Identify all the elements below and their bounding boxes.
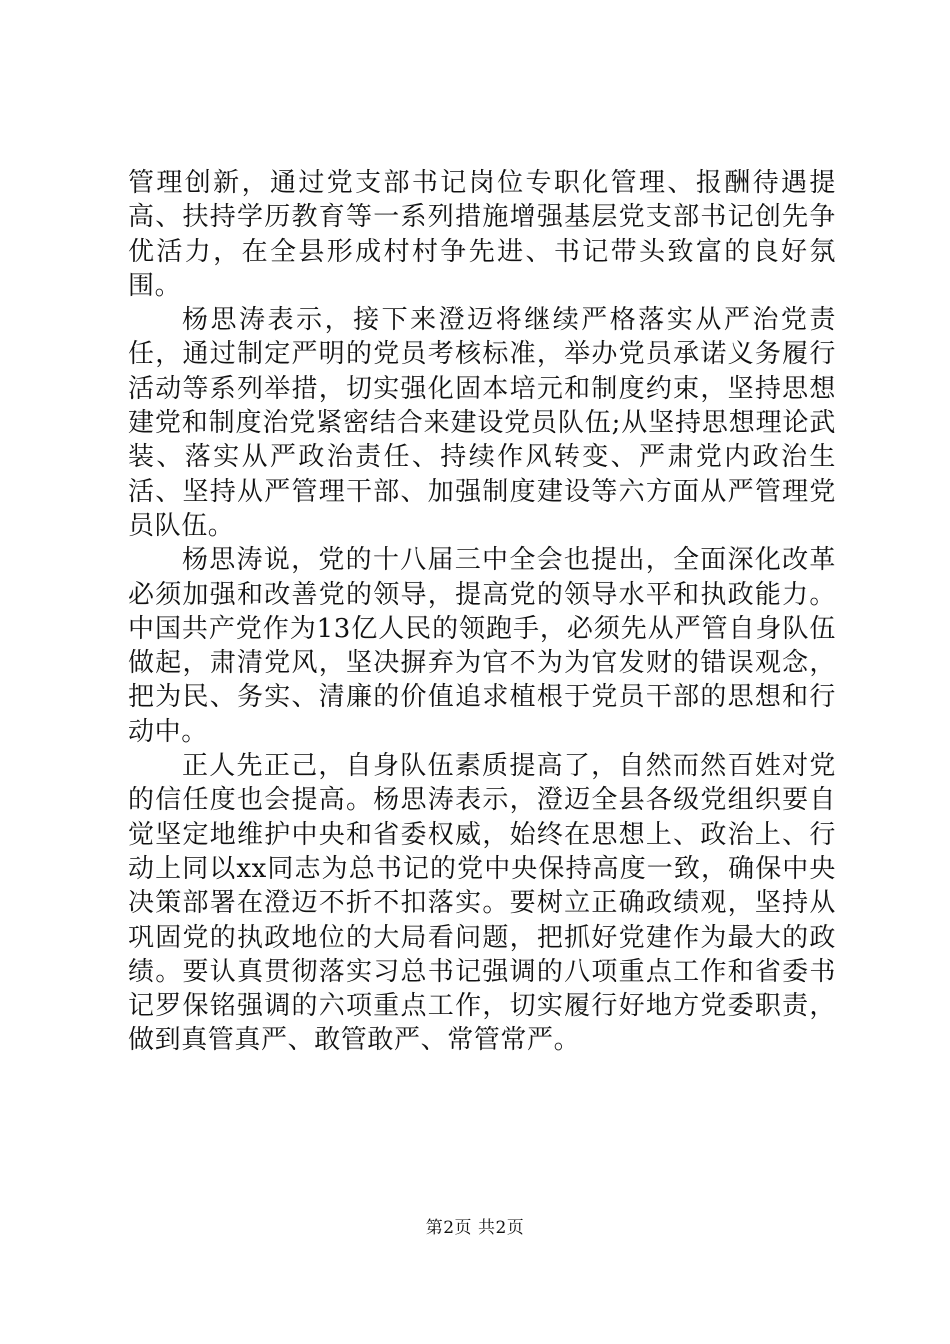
paragraph-3: 杨思涛说，党的十八届三中全会也提出，全面深化改革必须加强和改善党的领导，提高党的领导水平和执政能力。中国共产党作为13亿人民的领跑手，必须先从严管自身队伍做起，肃清党风，坚决摒弃为官不为为官发财的错误观念，把为民、务实、清廉的价值追求植根于党员干部的思想和行动中。 [128,545,836,747]
document-body [128,166,836,1058]
page-number: 第2页 共2页 [425,1218,525,1238]
paragraph-4: 正人先正己，自身队伍素质提高了，自然而然百姓对党的信任度也会提高。杨思涛表示，澄迈全县各级党组织要自觉坚定地维护中央和省委权威，始终在思想上、政治上、行动上同以xx同志为总书记的党中央保持高度一致，确保中央决策部署在澄迈不折不扣落实。要树立正确政绩观，坚持从巩固党的执政地位的大局看问题，把抓好党建作为最大的政绩。要认真贯彻落实习总书记强调的八项重点工作和省委书记罗保铭强调的六项重点工作，切实履行好地方党委职责，做到真管真严、敢管敢严、常管常严。 [128,751,836,1056]
paragraph-1: 管理创新，通过党支部书记岗位专职化管理、报酬待遇提高、扶持学历教育等一系列措施增强基层党支部书记创先争优活力，在全县形成村村争先进、书记带头致富的良好氛围。 [128,168,836,301]
paragraph-2: 杨思涛表示，接下来澄迈将继续严格落实从严治党责任，通过制定严明的党员考核标准，举办党员承诺义务履行活动等系列举措，切实强化固本培元和制度约束，坚持思想建党和制度治党紧密结合来建设党员队伍;从坚持思想理论武装、落实从严政治责任、持续作风转变、严肃党内政治生活、坚持从严管理干部、加强制度建设等六方面从严管理党员队伍。 [128,305,836,541]
